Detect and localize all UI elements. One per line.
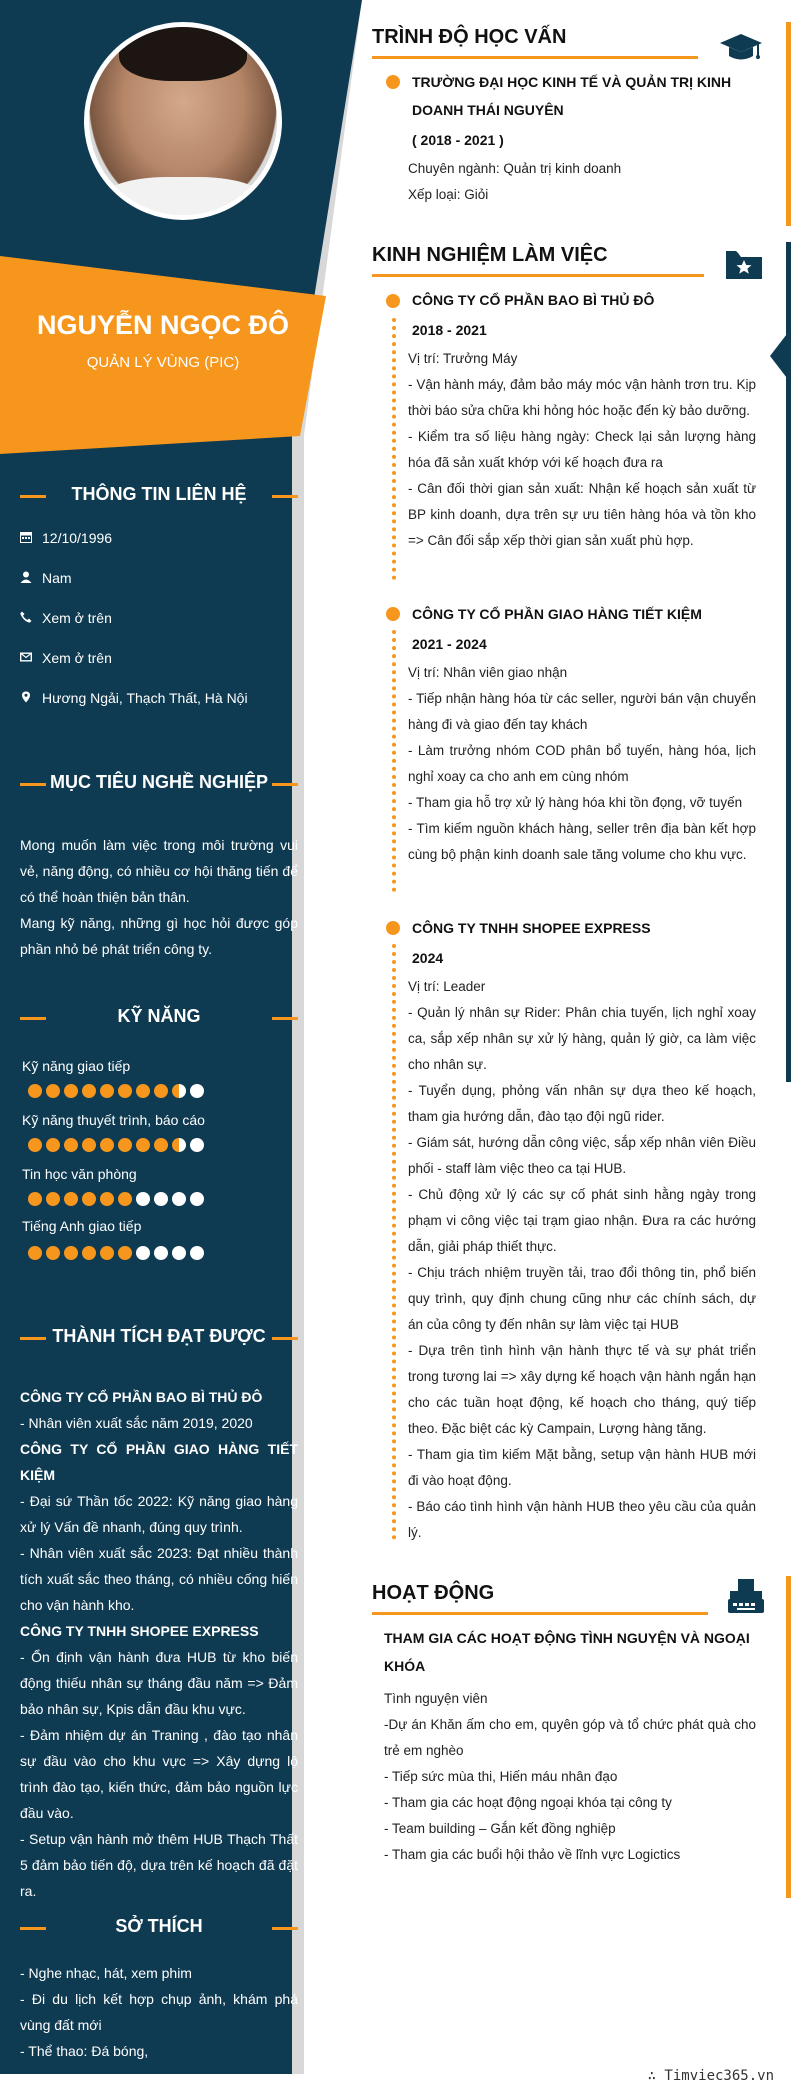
skill-dot [64,1138,78,1152]
job-period: 2021 - 2024 [412,636,487,652]
skill-dot [64,1192,78,1206]
skills-title: KỸ NĂNG [20,1006,298,1027]
objective-text: Mong muốn làm việc trong môi trường vui vẻ, năng động, có nhiều cơ hội thăng tiến để có thể hoàn thiện bản thân. Mang kỹ năng, những gì học hỏi được góp phần nhỏ bé phát triển công ty. [20,837,298,957]
accent-triangle [770,330,790,382]
job-timeline [392,318,396,580]
skill-dot [136,1192,150,1206]
skill-dot [118,1246,132,1260]
accent-bar-education [786,22,791,226]
job-details: Vị trí: Nhân viên giao nhận - Tiếp nhận hàng hóa từ các seller, người bán vận chuyển hàng đi và giao đến tay khách - Làm trưởng nhóm COD phân bổ tuyến, hàng hóa, lịch nghỉ xoay ca cho anh em cùng nhóm - Tham gia hỗ trợ xử lý hàng hóa khi tồn đọng, vỡ tuyến - Tìm kiếm nguồn khách hàng, seller trên địa bàn kết hợp cùng bộ phận kinh doanh sale tăng volume cho khu vực. [408,665,756,862]
skill-dot [136,1246,150,1260]
skill-dot [100,1138,114,1152]
activities-underline [372,1612,708,1615]
contact-gender: Nam [20,568,72,588]
contact-birthday: 12/10/1996 [20,528,112,548]
skill-name: Tin học văn phòng [22,1166,137,1182]
skill-dot [28,1084,42,1098]
skill-rating [28,1192,208,1208]
contact-email: Xem ở trên [20,648,112,668]
education-underline [372,56,698,59]
contact-phone: Xem ở trên [20,608,112,628]
skill-dot [100,1084,114,1098]
skill-dot [118,1084,132,1098]
email-icon [20,649,42,669]
skill-dot [100,1192,114,1206]
achievements-text: CÔNG TY CỔ PHẦN BAO BÌ THỦ ĐÔ - Nhân viên xuất sắc năm 2019, 2020 CÔNG TY CỔ PHẦN GIAO HÀNG TIẾT KIỆM - Đại sứ Thần tốc 2022: Kỹ năng giao hàng xử lý Vấn đề nhanh, đúng quy trình. - Nhân viên xuất sắc 2023: Đạt nhiều thành tích xuất sắc theo tháng, có nhiều cống hiến cho vận hành kho. CÔNG TY TNHH SHOPEE EXPRESS - Ổn định vận hành đưa HUB từ kho biến động thiếu nhân sự tháng đầu năm => Đảm bảo nhân sự, Kpis dẫn đầu khu vực. - Đảm nhiệm dự án Traning , đào tạo nhân sự đầu vào cho khu vực => Xây dựng lộ trình đào tạo, kiến thức, đảm bảo nguồn lực đầu vào. - Setup vận hành mở thêm HUB Thạch Thất 5 đảm bảo tiến độ, dựa trên kế hoạch đã đặt ra. [20,1389,298,1899]
job-timeline [392,944,396,1540]
skill-dot [46,1084,60,1098]
skill-name: Tiếng Anh giao tiếp [22,1218,142,1234]
education-period: ( 2018 - 2021 ) [412,132,504,148]
skill-dot [154,1192,168,1206]
education-title: TRÌNH ĐỘ HỌC VẤN [372,26,567,48]
objective-title: MỤC TIÊU NGHỀ NGHIỆP [20,772,298,793]
skill-dot [28,1246,42,1260]
job-period: 2024 [412,950,444,966]
skill-rating [28,1138,208,1154]
job-company: CÔNG TY CỔ PHẦN BAO BÌ THỦ ĐÔ [412,292,655,308]
job-details: Vị trí: Leader - Quản lý nhân sự Rider: Phân chia tuyến, lịch nghỉ xoay ca, sắp xếp nhân sự xử lý hàng, quản lý giờ, ca làm việc cho nhân sự. - Tuyển dụng, phỏng vấn nhân sự dựa theo kế hoạch, tham gia hướng dẫn, đào tạo đội ngũ rider. - Giám sát, hướng dẫn công việc, sắp xếp nhân viên Điều phối - staff làm việc theo ca tại HUB. - Chủ động xử lý các sự cố phát sinh hằng ngày trong phạm vi công việc tại trạm giao nhận. Đưa ra các hướng dẫn, giải pháp thiết thực. - Chịu trách nhiệm truyền tải, trao đổi thông tin, phổ biến quy trình, quy định chung cũng như các chính sách, dự án của công ty đến nhân sự làm việc tại HUB - Dựa trên tình hình vận hành thực tế và sự phát triển trong tương lai => xây dựng kế hoạch vận hành ngắn hạn cho các tuần hoạt động, kế hoạch cho tháng, quý tiếp theo. Đặc biệt các kỳ Campain, Lượng hàng tăng. - Tham gia tìm kiếm Mặt bằng, setup vận hành HUB mới đi vào hoạt động. - Báo cáo tình hình vận hành HUB theo yêu cầu của quản lý. [408,979,756,1540]
skill-dot [28,1192,42,1206]
skill-dot [28,1138,42,1152]
skill-dot [82,1192,96,1206]
hobbies-text: - Nghe nhạc, hát, xem phim - Đi du lịch kết hợp chụp ảnh, khám phá vùng đất mới - Thể thao: Đá bóng, [20,1965,298,2059]
skill-dot [46,1246,60,1260]
contact-title: THÔNG TIN LIÊN HỆ [20,484,298,505]
job-period: 2018 - 2021 [412,322,487,338]
footer-brand: ∴ Timviec365.vn [647,2068,774,2084]
experience-title: KINH NGHIỆM LÀM VIỆC [372,244,608,266]
skill-dot [172,1192,186,1206]
job-timeline [392,630,396,892]
skill-dot [82,1084,96,1098]
skill-name: Kỹ năng thuyết trình, báo cáo [22,1112,205,1128]
job-company: CÔNG TY TNHH SHOPEE EXPRESS [412,920,651,936]
accent-bar-activities [786,1576,791,1898]
skill-dot [136,1138,150,1152]
skill-dot [118,1138,132,1152]
skill-dot [82,1246,96,1260]
skill-dot [64,1246,78,1260]
job-bullet [386,294,400,308]
skill-dot [64,1084,78,1098]
folder-star-icon [724,246,764,282]
school-name: TRƯỜNG ĐẠI HỌC KINH TẾ VÀ QUẢN TRỊ KINH DOANH THÁI NGUYÊN [412,74,732,118]
skill-dot [172,1084,186,1098]
candidate-role: QUẢN LÝ VÙNG (PIC) [86,354,240,371]
skill-dot [46,1138,60,1152]
skill-dot [136,1084,150,1098]
activities-heading: THAM GIA CÁC HOẠT ĐỘNG TÌNH NGUYỆN VÀ NGOẠI KHÓA [384,1630,750,1674]
contact-address: Hương Ngải, Thạch Thất, Hà Nội [20,688,248,708]
skill-dot [190,1192,204,1206]
hobbies-title: SỞ THÍCH [20,1916,298,1937]
skill-dot [154,1246,168,1260]
logo-icon: ∴ [647,2068,665,2084]
job-company: CÔNG TY CỔ PHẦN GIAO HÀNG TIẾT KIỆM [412,606,702,622]
skill-dot [100,1246,114,1260]
education-details: Chuyên ngành: Quản trị kinh doanh Xếp loại: Giỏi [408,161,622,202]
experience-underline [372,274,704,277]
typewriter-icon [726,1576,766,1616]
skill-name: Kỹ năng giao tiếp [22,1058,131,1074]
skill-dot [82,1138,96,1152]
skill-dot [154,1084,168,1098]
job-bullet [386,607,400,621]
phone-icon [20,609,42,629]
activities-title: HOẠT ĐỘNG [372,1582,495,1604]
skill-dot [46,1192,60,1206]
skill-dot [172,1138,186,1152]
user-icon [20,569,42,589]
skill-rating [28,1084,208,1100]
skill-dot [190,1246,204,1260]
profile-photo [84,22,282,220]
skill-dot [190,1084,204,1098]
skill-dot [118,1192,132,1206]
achievements-title: THÀNH TÍCH ĐẠT ĐƯỢC [20,1326,298,1347]
calendar-icon [20,529,42,549]
skill-dot [172,1246,186,1260]
activities-details: Tình nguyện viên -Dự án Khăn ấm cho em, quyên góp và tổ chức phát quà cho trẻ em nghèo - Tiếp sức mùa thi, Hiến máu nhân đạo - Tham gia các hoạt động ngoại khóa tại công ty - Team building – Gắn kết đồng nghiệp - Tham gia các buổi hội thảo về lĩnh vực Logictics [384,1691,756,1862]
skill-dot [190,1138,204,1152]
candidate-name: NGUYỄN NGỌC ĐÔ [36,310,290,340]
skill-rating [28,1246,208,1262]
education-bullet [386,75,400,89]
graduation-cap-icon [718,30,764,66]
location-icon [20,689,42,709]
skill-dot [154,1138,168,1152]
job-bullet [386,921,400,935]
job-details: Vị trí: Trưởng Máy - Vận hành máy, đảm bảo máy móc vận hành trơn tru. Kịp thời báo sửa chữa khi hỏng hóc hoặc đến kỳ bảo dưỡng. - Kiểm tra số liệu hàng ngày: Check lại sản lượng hàng hóa đã sản xuất khớp với kế hoạch đưa ra - Cân đối thời gian sản xuất: Nhận kế hoạch sản xuất từ BP kinh doanh, dựa trên sự ưu tiên hàng hóa và tồn kho => Cân đối sắp xếp thời gian sản xuất phù hợp. [408,351,756,548]
